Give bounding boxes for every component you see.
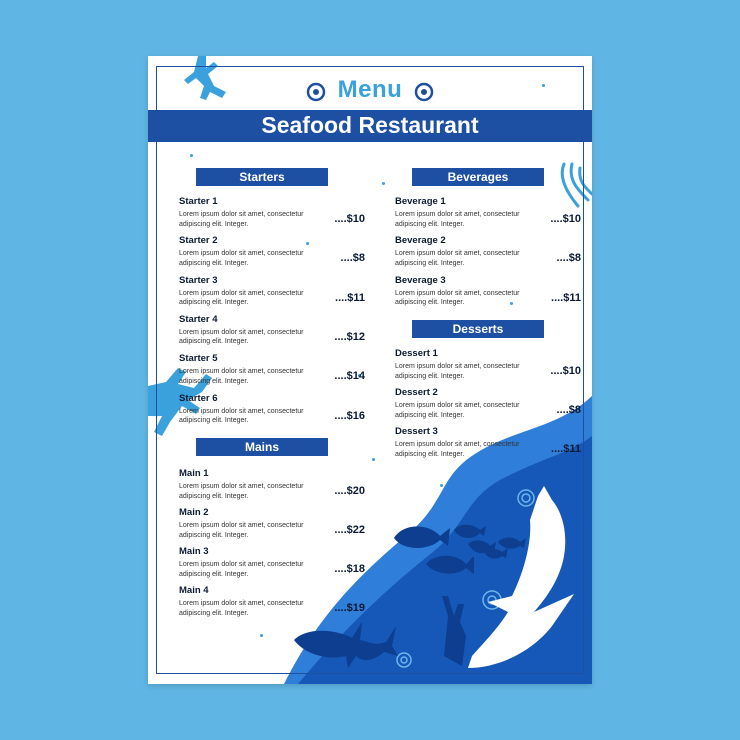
menu-item	[179, 314, 365, 347]
menu-item	[179, 275, 365, 308]
description-line: adipiscing elit. Integer.	[179, 609, 249, 617]
menu-item	[179, 468, 365, 501]
menu-item-price: ....$8	[340, 252, 365, 265]
menu-item-price: ....$20	[334, 485, 365, 497]
menu-item-price: ....$11	[335, 291, 365, 304]
description-line: adipiscing elit. Integer.	[395, 220, 465, 228]
menu-item-name: Starter 1	[179, 196, 218, 207]
menu-item-name: Dessert 2	[395, 387, 438, 398]
menu-item	[179, 353, 365, 386]
bubble	[260, 634, 263, 637]
menu-item-name: Starter 4	[179, 313, 218, 325]
menu-item-name: Starter 3	[179, 274, 218, 286]
description-line: adipiscing elit. Integer.	[395, 259, 465, 267]
menu-item-description	[179, 560, 309, 579]
description-line: Lorem ipsum dolor sit amet, consectetur	[179, 289, 304, 297]
menu-item-price: ....$19	[334, 602, 365, 614]
description-line: Lorem ipsum dolor sit amet, consectetur	[395, 441, 520, 448]
menu-item-name: Starter 2	[179, 235, 218, 247]
menu-item-description	[395, 440, 525, 459]
description-line: Lorem ipsum dolor sit amet, consectetur	[179, 250, 304, 258]
menu-item	[395, 387, 581, 420]
description-line: Lorem ipsum dolor sit amet, consectetur	[179, 483, 304, 490]
menu-item	[179, 235, 365, 268]
section-header-desserts: Desserts	[412, 320, 544, 338]
menu-item	[179, 196, 365, 229]
description-line: adipiscing elit. Integer.	[179, 220, 249, 228]
description-line: adipiscing elit. Integer.	[179, 492, 249, 500]
menu-item-name: Main 1	[179, 468, 209, 479]
bubble	[440, 484, 443, 487]
menu-item-name: Main 2	[179, 507, 209, 518]
menu-label: Menu	[337, 76, 403, 103]
bubble	[372, 458, 375, 461]
menu-item-description	[395, 249, 525, 268]
description-line: Lorem ipsum dolor sit amet, consectetur	[179, 600, 304, 607]
menu-item-name: Dessert 1	[395, 348, 438, 359]
section-header-beverages: Beverages	[412, 168, 544, 186]
menu-item-price: ....$11	[551, 291, 581, 304]
description-line: adipiscing elit. Integer.	[395, 411, 465, 419]
description-line: Lorem ipsum dolor sit amet, consectetur	[179, 368, 304, 376]
description-line: Lorem ipsum dolor sit amet, consectetur	[179, 211, 304, 218]
description-line: adipiscing elit. Integer.	[179, 377, 249, 385]
menu-item	[179, 507, 365, 540]
menu-item-name: Main 3	[179, 546, 209, 557]
description-line: Lorem ipsum dolor sit amet, consectetur	[395, 402, 520, 409]
menu-item-description	[179, 407, 309, 426]
menu-item-name: Dessert 3	[395, 426, 438, 437]
menu-item-description	[179, 521, 309, 540]
menu-item-name: Beverage 1	[395, 196, 446, 207]
menu-item	[179, 585, 365, 618]
menu-item-description	[179, 482, 309, 501]
bubble	[190, 154, 193, 157]
menu-page	[148, 56, 592, 684]
description-line: adipiscing elit. Integer.	[395, 372, 465, 380]
menu-item-name: Starter 6	[179, 392, 218, 404]
description-line: Lorem ipsum dolor sit amet, consectetur	[395, 250, 520, 258]
menu-item-description	[395, 210, 525, 229]
menu-item	[179, 546, 365, 579]
menu-item-price: ....$10	[550, 213, 581, 225]
description-line: Lorem ipsum dolor sit amet, consectetur	[179, 561, 304, 568]
menu-item	[395, 426, 581, 459]
menu-item-price: ....$11	[551, 443, 581, 455]
menu-item	[395, 348, 581, 381]
description-line: Lorem ipsum dolor sit amet, consectetur	[179, 328, 304, 336]
menu-item	[179, 393, 365, 426]
shell-icon	[414, 82, 434, 102]
menu-item-description	[179, 249, 309, 268]
menu-item-description	[179, 289, 309, 308]
description-line: Lorem ipsum dolor sit amet, consectetur	[395, 289, 520, 297]
description-line: adipiscing elit. Integer.	[395, 299, 465, 307]
restaurant-name: Seafood Restaurant	[261, 112, 479, 138]
description-line: Lorem ipsum dolor sit amet, consectetur	[395, 211, 520, 218]
description-line: adipiscing elit. Integer.	[179, 299, 249, 307]
menu-item-description	[179, 599, 309, 618]
menu-item	[395, 235, 581, 268]
menu-item-price: ....$10	[334, 213, 365, 225]
description-line: adipiscing elit. Integer.	[179, 417, 249, 424]
bubble	[382, 182, 385, 185]
menu-item-name: Beverage 3	[395, 274, 446, 286]
menu-item-price: ....$8	[556, 404, 581, 416]
description-line: adipiscing elit. Integer.	[179, 531, 249, 539]
description-line: Lorem ipsum dolor sit amet, consectetur	[179, 407, 304, 415]
menu-item-name: Starter 5	[179, 353, 218, 365]
description-line: adipiscing elit. Integer.	[179, 570, 249, 578]
menu-item-description	[395, 289, 525, 308]
menu-item-description	[395, 401, 525, 420]
description-line: adipiscing elit. Integer.	[179, 338, 249, 346]
menu-item-description	[179, 210, 309, 229]
description-line: adipiscing elit. Integer.	[179, 259, 249, 267]
description-line: Lorem ipsum dolor sit amet, consectetur	[179, 522, 304, 529]
menu-item-price: ....$14	[334, 370, 365, 383]
menu-item-price: ....$22	[334, 524, 365, 536]
menu-item-name: Main 4	[179, 585, 209, 596]
menu-item-description	[179, 328, 309, 347]
menu-item-description	[395, 362, 525, 381]
description-line: Lorem ipsum dolor sit amet, consectetur	[395, 363, 520, 370]
menu-item-price: ....$16	[334, 409, 365, 422]
menu-item-description	[179, 367, 309, 386]
section-header-mains: Mains	[196, 438, 328, 456]
menu-item	[395, 196, 581, 229]
menu-item-price: ....$8	[556, 252, 581, 265]
menu-item-price: ....$18	[334, 563, 365, 575]
menu-item	[395, 275, 581, 308]
description-line: adipiscing elit. Integer.	[395, 450, 465, 458]
section-header-starters: Starters	[196, 168, 328, 186]
menu-item-price: ....$12	[334, 330, 365, 343]
menu-item-price: ....$10	[550, 365, 581, 377]
menu-item-name: Beverage 2	[395, 235, 446, 247]
